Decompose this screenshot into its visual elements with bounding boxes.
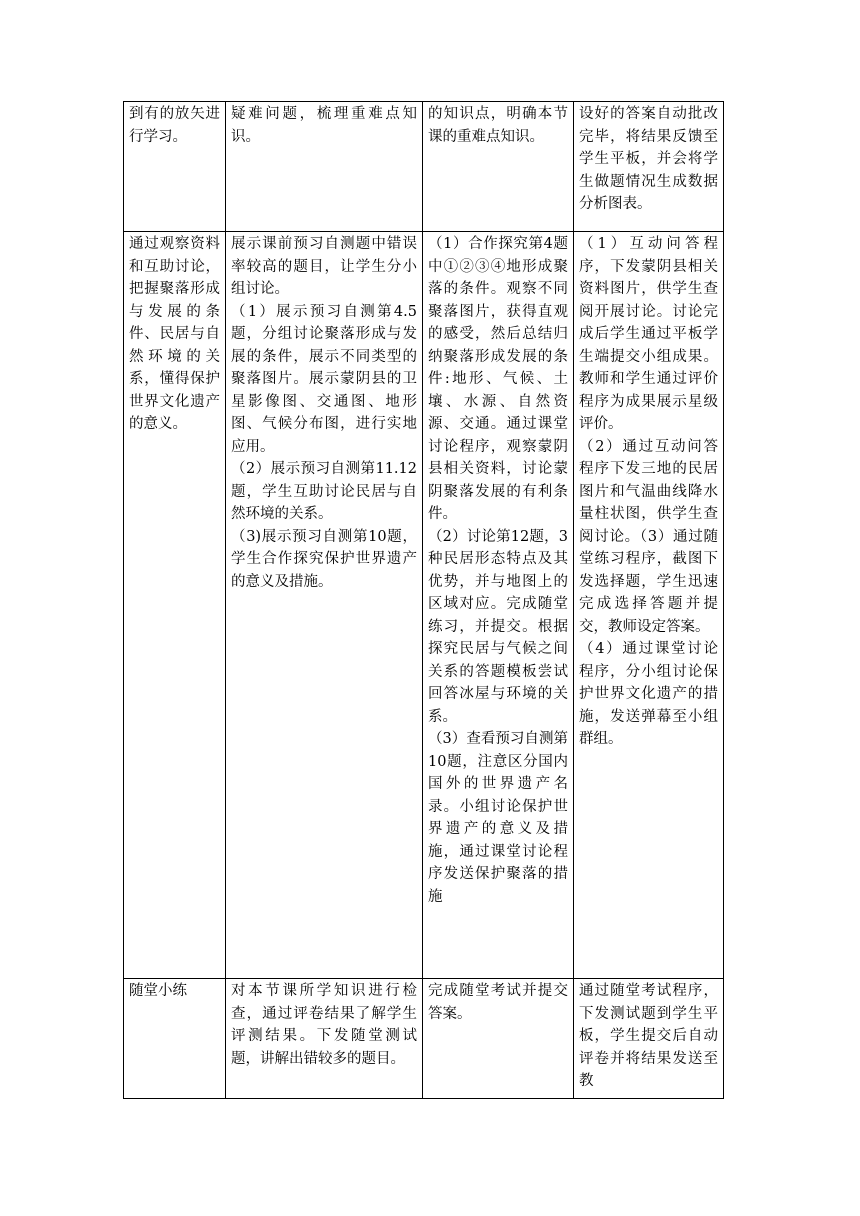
- table-cell: 展示课前预习自测题中错误率较高的题目，让学生分小组讨论。 （1）展示预习自测第4.5题，分组讨论聚落形成与发展的条件，展示不同类型的聚落图片。展示蒙阴县的卫星影像图、交通图、地形图、气候分布图，进行实地应用。 （2）展示预习自测第11.12题，学生互助讨论民居与自然环境的关系。 （3)展示预习自测第10题，学生合作探究保护世界遗产的意义及措施。: [226, 232, 423, 979]
- table-row: [124, 102, 724, 232]
- table-cell: 通过观察资料和互助讨论，把握聚落形成与发展的条件、民居与自然环境的关系，懂得保护世界文化遗产的意义。: [124, 232, 226, 979]
- table-cell: （1）合作探究第4题中①②③④地形成聚落的条件。观察不同聚落图片，获得直观的感受，然后总结归纳聚落形成发展的条件:地形、气候、土壤、水源、自然资源、交通。通过课堂讨论程序，观察蒙阴县相关资料，讨论蒙阴聚落发展的有利条件。 （2）讨论第12题，3种民居形态特点及其优势，并与地图上的区域对应。完成随堂练习，并提交。根据探究民居与气候之间关系的答题模板尝试回答冰屋与环境的关系。 （3）查看预习自测第10题，注意区分国内国外的世界遗产名录。小组讨论保护世界遗产的意义及措施，通过课堂讨论程序发送保护聚落的措施: [423, 232, 574, 979]
- table-cell: 疑难问题，梳理重难点知识。: [226, 102, 423, 232]
- table-cell: 对本节课所学知识进行检查，通过评卷结果了解学生评测结果。下发随堂测试题，讲解出错较多的题目。: [226, 979, 423, 1099]
- table-cell: （1）互动问答程序，下发蒙阴县相关资料图片，供学生查阅开展讨论。讨论完成后学生通过平板学生端提交小组成果。教师和学生通过评价程序为成果展示星级评价。 （2）通过互动问答程序下发三地的民居图片和气温曲线降水量柱状图，供学生查阅讨论。（3）通过随堂练习程序，截图下发选择题，学生迅速完成选择答题并提交，教师设定答案。 （4）通过课堂讨论程序，分小组讨论保护世界文化遗产的措施，发送弹幕至小组群组。: [574, 232, 724, 979]
- lesson-plan-table: [123, 101, 724, 1099]
- table-cell: 随堂小练: [124, 979, 226, 1099]
- table-row: [124, 232, 724, 979]
- table-cell: 通过随堂考试程序，下发测试题到学生平板，学生提交后自动评卷并将结果发送至教: [574, 979, 724, 1099]
- table-cell: 到有的放矢进行学习。: [124, 102, 226, 232]
- table-cell: 的知识点，明确本节课的重难点知识。: [423, 102, 574, 232]
- table-row: [124, 979, 724, 1099]
- table-cell: 完成随堂考试并提交答案。: [423, 979, 574, 1099]
- table-cell: 设好的答案自动批改完毕，将结果反馈至学生平板，并会将学生做题情况生成数据分析图表。: [574, 102, 724, 232]
